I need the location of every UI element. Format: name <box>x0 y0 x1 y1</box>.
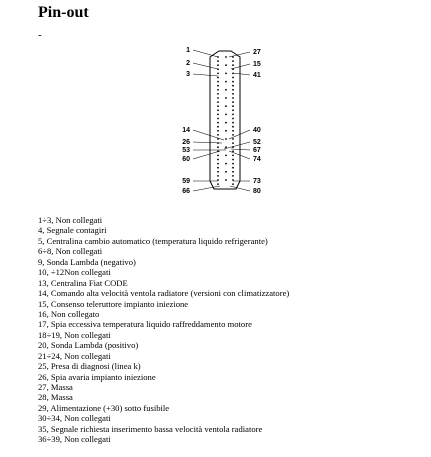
pin-dot <box>232 175 234 177</box>
pin-dot <box>225 105 227 107</box>
pin-label-right-73: 73 <box>253 178 261 185</box>
pin-dot <box>232 89 234 91</box>
pin-label-right-27: 27 <box>253 49 261 56</box>
leader-line <box>224 142 250 149</box>
pin-label-right-41: 41 <box>253 72 261 79</box>
pin-dot <box>217 155 219 157</box>
pin-dot <box>225 122 227 124</box>
pin-label-right-67: 67 <box>253 147 261 154</box>
pin-dot <box>225 56 227 58</box>
pin-dot <box>217 146 219 148</box>
pin-label-left-14: 14 <box>182 127 190 134</box>
pin-dot <box>217 183 219 185</box>
dash-mark: - <box>38 29 42 41</box>
pin-dot <box>217 179 219 181</box>
list-item: 21÷24, Non collegati <box>38 350 111 361</box>
pin-dot <box>232 179 234 181</box>
list-item: 36÷39, Non collegati <box>38 434 111 445</box>
pin-dot <box>232 60 234 62</box>
pin-leader-lines <box>193 50 250 191</box>
list-item: 28, Massa <box>38 392 73 403</box>
list-item: 27, Massa <box>38 382 73 392</box>
leader-line <box>193 63 218 69</box>
pin-dot <box>225 146 227 148</box>
pin-dot <box>232 122 234 124</box>
pin-dot <box>217 93 219 95</box>
pin-dot <box>232 93 234 95</box>
list-item: 13, Centralina Fiat CODE <box>38 277 128 288</box>
pin-dot <box>217 118 219 120</box>
pin-dot <box>232 64 234 66</box>
pin-label-right-40: 40 <box>253 127 261 134</box>
pin-dot <box>217 163 219 165</box>
leader-line <box>233 73 250 75</box>
pin-dot <box>217 134 219 136</box>
pin-dot <box>232 105 234 107</box>
list-item: 14, Comando alta velocità ventola radiatore (versioni con climatizzatore) <box>38 288 290 299</box>
pin-dot <box>217 85 219 87</box>
pin-dot <box>232 130 234 132</box>
pin-dot <box>217 73 219 75</box>
pin-dot <box>225 81 227 83</box>
pin-dot <box>232 171 234 173</box>
pin-dot <box>217 81 219 83</box>
pin-dot <box>225 73 227 75</box>
page-title: Pin-out <box>38 4 89 21</box>
pin-dot <box>217 64 219 66</box>
pin-dot <box>225 163 227 165</box>
list-item: 29, Alimentazione (+30) sotto fusibile <box>38 402 170 413</box>
pin-label-left-3: 3 <box>186 71 190 78</box>
list-item: 1÷3, Non collegati <box>38 215 103 225</box>
list-item: 10, ÷12Non collegati <box>38 267 111 278</box>
list-item: 30÷34, Non collegati <box>38 413 111 424</box>
pin-dot <box>232 142 234 144</box>
connector-pin-dots <box>217 56 234 185</box>
pin-dot <box>232 126 234 128</box>
list-item: 18÷19, Non collegati <box>38 329 111 340</box>
pin-dot <box>232 155 234 157</box>
leader-line <box>193 151 220 159</box>
leader-line <box>193 74 218 76</box>
pin-dot <box>232 109 234 111</box>
list-item: 20, Sonda Lambda (positivo) <box>38 340 139 351</box>
connector-pinout-diagram <box>0 0 431 210</box>
pin-dot <box>217 114 219 116</box>
pin-dot <box>217 101 219 103</box>
pin-label-left-2: 2 <box>186 60 190 67</box>
pin-dot <box>232 167 234 169</box>
pin-dot <box>217 175 219 177</box>
pin-dot <box>232 150 234 152</box>
pin-dot <box>225 138 227 140</box>
pin-label-left-60: 60 <box>182 156 190 163</box>
list-item: 4, Segnale contagiri <box>38 225 107 236</box>
connector-body <box>210 51 240 189</box>
pin-dot <box>225 114 227 116</box>
pin-dot <box>217 171 219 173</box>
pin-label-right-15: 15 <box>253 61 261 68</box>
pin-dot <box>232 163 234 165</box>
pin-dot <box>225 89 227 91</box>
leader-line <box>193 130 224 140</box>
pin-dot <box>217 60 219 62</box>
pin-dot <box>232 138 234 140</box>
pin-label-right-52: 52 <box>253 139 261 146</box>
pin-label-left-59: 59 <box>182 178 190 185</box>
pin-dot <box>232 159 234 161</box>
list-item: 25, Presa di diagnosi (linea k) <box>38 361 141 372</box>
list-item: 9, Sonda Lambda (negativo) <box>38 256 136 267</box>
pin-dot <box>217 122 219 124</box>
pin-dot <box>232 101 234 103</box>
pin-label-right-80: 80 <box>253 188 261 195</box>
pin-dot <box>232 134 234 136</box>
list-item: 15, Consenso teleruttore impianto iniezione <box>38 298 189 309</box>
pin-description-list <box>38 215 289 445</box>
pin-dot <box>232 118 234 120</box>
pin-dot <box>232 114 234 116</box>
pin-dot <box>217 89 219 91</box>
pin-label-left-26: 26 <box>182 139 190 146</box>
list-item: 17, Spia eccessiva temperatura liquido raffreddamento motore <box>38 319 252 330</box>
pin-label-left-66: 66 <box>182 188 190 195</box>
pin-dot <box>232 85 234 87</box>
pin-label-left-1: 1 <box>186 47 190 54</box>
pin-dot <box>232 183 234 185</box>
pin-dot <box>232 77 234 79</box>
pin-dot <box>217 77 219 79</box>
pin-dot <box>225 97 227 99</box>
list-item: 16, Non collegato <box>38 308 100 319</box>
pin-dot <box>232 97 234 99</box>
pin-dot <box>217 105 219 107</box>
pin-label-right-74: 74 <box>253 156 261 163</box>
pin-dot <box>217 126 219 128</box>
list-item: 26, Spia avaria impianto iniezione <box>38 371 156 382</box>
pin-dot <box>225 130 227 132</box>
pin-dot <box>225 179 227 181</box>
pin-dot <box>225 64 227 66</box>
pin-dot <box>225 171 227 173</box>
pin-dot <box>217 130 219 132</box>
pin-dot <box>217 167 219 169</box>
list-item: 35, Segnale richiesta inserimento bassa velocità ventola radiatore <box>38 423 263 434</box>
pin-dot <box>217 97 219 99</box>
pin-dot <box>217 109 219 111</box>
pin-dot <box>225 155 227 157</box>
list-item: 6÷8, Non collegati <box>38 246 103 257</box>
pin-dot <box>217 159 219 161</box>
list-item: 5, Centralina cambio automatico (temperatura liquido refrigerante) <box>38 235 268 246</box>
pin-dot <box>232 81 234 83</box>
pin-dot <box>232 73 234 75</box>
leader-line <box>193 50 218 57</box>
pin-label-left-53: 53 <box>182 147 190 154</box>
